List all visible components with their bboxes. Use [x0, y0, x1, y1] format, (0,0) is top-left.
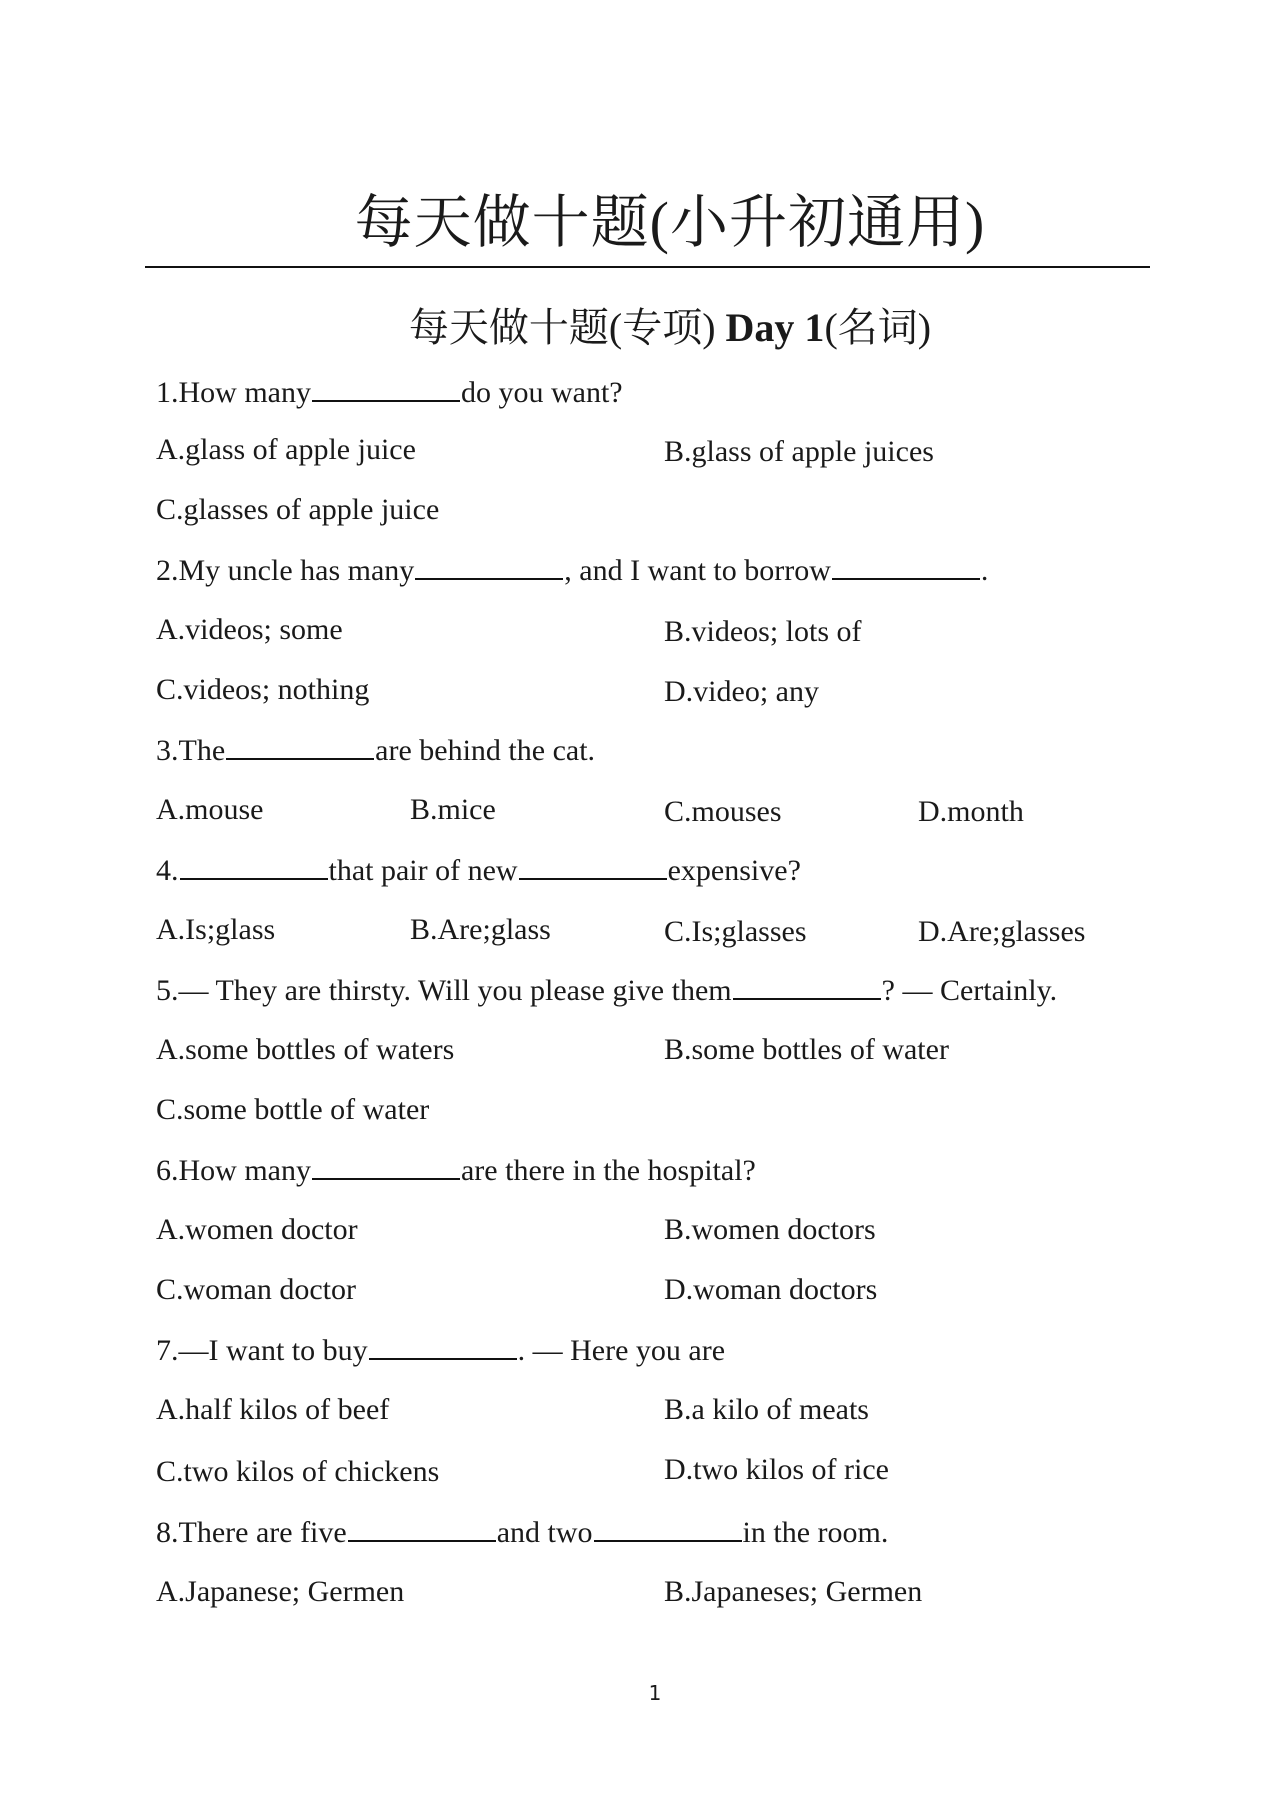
option-d: D.two kilos of rice	[664, 1453, 889, 1486]
option-b: B.some bottles of water	[664, 1033, 949, 1066]
option-d: D.month	[918, 795, 1024, 828]
answer-blank	[312, 1150, 460, 1180]
answer-blank	[519, 850, 667, 880]
question-text: 4.	[156, 854, 179, 887]
question-text: 6.How many	[156, 1154, 311, 1187]
option-a: A.Is;glass	[156, 913, 276, 946]
option-c: C.woman doctor	[156, 1273, 356, 1306]
question-text: . — Here you are	[517, 1334, 726, 1367]
option-a: A.mouse	[156, 793, 264, 826]
option-d: D.video; any	[664, 675, 819, 708]
answer-blank	[832, 550, 980, 580]
question-text: are behind the cat.	[375, 734, 596, 767]
option-b: B.videos; lots of	[664, 615, 862, 648]
answer-blank	[369, 1330, 517, 1360]
question-3	[156, 730, 595, 771]
answer-blank	[348, 1512, 496, 1542]
option-b: B.glass of apple juices	[664, 435, 934, 468]
answer-blank	[594, 1512, 742, 1542]
section-title	[0, 300, 1280, 356]
question-text: and two	[496, 1516, 593, 1549]
title-divider	[145, 266, 1150, 268]
option-b: B.Are;glass	[410, 913, 551, 946]
question-text: are there in the hospital?	[460, 1154, 756, 1187]
option-a: A.videos; some	[156, 613, 343, 646]
option-c: C.glasses of apple juice	[156, 493, 440, 526]
question-text: that pair of new	[328, 854, 518, 887]
answer-blank	[312, 372, 460, 402]
question-text: ? — Certainly.	[881, 974, 1058, 1007]
answer-blank	[415, 550, 563, 580]
page-title: 每天做十题(小升初通用)	[354, 190, 986, 255]
answer-blank	[180, 850, 328, 880]
question-text: 3.The	[156, 734, 226, 767]
option-a: A.women doctor	[156, 1213, 358, 1246]
page-number: 1	[648, 1681, 662, 1705]
answer-blank	[226, 730, 374, 760]
option-a: A.Japanese; Germen	[156, 1575, 405, 1608]
option-d: D.Are;glasses	[918, 915, 1086, 948]
question-8	[156, 1512, 888, 1553]
option-c: C.two kilos of chickens	[156, 1455, 440, 1488]
option-a: A.some bottles of waters	[156, 1033, 455, 1066]
option-c: C.some bottle of water	[156, 1093, 430, 1126]
option-a: A.glass of apple juice	[156, 433, 416, 466]
option-d: D.woman doctors	[664, 1273, 878, 1306]
option-b: B.a kilo of meats	[664, 1393, 869, 1426]
option-c: C.Is;glasses	[664, 915, 807, 948]
question-text: in the room.	[742, 1516, 889, 1549]
question-2	[156, 550, 988, 591]
question-text: 8.There are five	[156, 1516, 347, 1549]
question-1	[156, 372, 623, 413]
option-a: A.half kilos of beef	[156, 1393, 390, 1426]
question-text: , and I want to borrow	[564, 554, 831, 587]
option-c: C.videos; nothing	[156, 673, 370, 706]
option-b: B.Japaneses; Germen	[664, 1575, 923, 1608]
question-4	[156, 850, 801, 891]
option-b: B.women doctors	[664, 1213, 876, 1246]
question-7	[156, 1330, 725, 1371]
question-text: expensive?	[667, 854, 801, 887]
section-title-cn: 每天做十题(专项)	[408, 305, 726, 350]
question-text: 2.My uncle has many	[156, 554, 415, 587]
question-text: .	[980, 554, 989, 587]
answer-blank	[733, 970, 881, 1000]
option-c: C.mouses	[664, 795, 782, 828]
question-text: 5.— They are thirsty. Will you please give them	[156, 974, 732, 1007]
question-text: 7.—I want to buy	[156, 1334, 368, 1367]
question-text: 1.How many	[156, 376, 311, 409]
section-title-day: Day 1	[725, 305, 825, 350]
question-6	[156, 1150, 756, 1191]
section-title-topic: (名词)	[824, 305, 932, 350]
question-text: do you want?	[460, 376, 623, 409]
question-5	[156, 970, 1057, 1011]
option-b: B.mice	[410, 793, 496, 826]
